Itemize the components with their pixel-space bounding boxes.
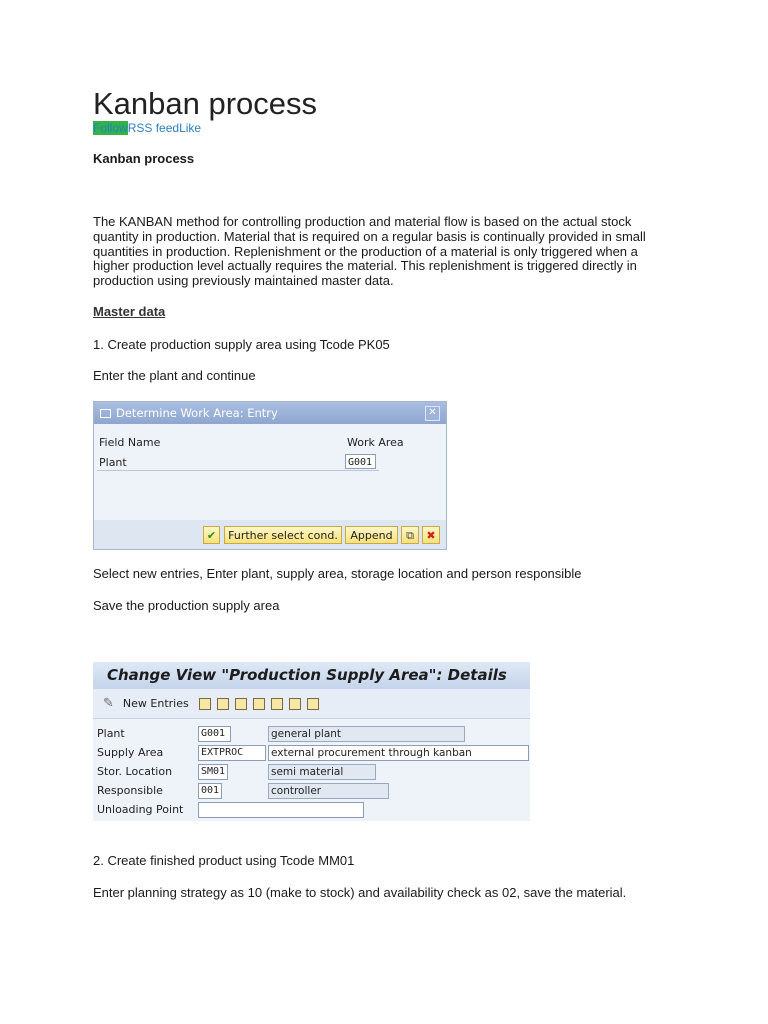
dialog-title: Determine Work Area: Entry — [116, 406, 278, 420]
plant-row-label: Plant — [97, 727, 125, 740]
intro-line: production using previously maintained master data. — [93, 273, 394, 289]
select-all-icon[interactable] — [253, 698, 265, 710]
cancel-icon[interactable]: ✖ — [422, 526, 440, 544]
select-block-icon[interactable] — [271, 698, 283, 710]
delete-icon[interactable] — [217, 698, 229, 710]
responsible-code-field[interactable]: 001 — [198, 783, 222, 799]
screen-title: Change View "Production Supply Area": Details — [93, 662, 530, 689]
enter-plant-text: Enter the plant and continue — [93, 368, 256, 383]
further-select-cond-button[interactable]: Further select cond. — [224, 526, 342, 544]
production-supply-area-screen — [93, 662, 530, 821]
step-1: 1. Create production supply area using Tcode PK05 — [93, 337, 390, 352]
window-icon — [100, 409, 111, 418]
close-icon[interactable]: ✕ — [425, 406, 440, 421]
select-new-entries-text: Select new entries, Enter plant, supply area, storage location and person responsible — [93, 566, 582, 581]
save-psa-text: Save the production supply area — [93, 598, 280, 613]
intro-line: quantity in production. Material that is required on a regular basis is continually provided in small — [93, 228, 646, 244]
divider — [97, 470, 379, 471]
copy-icon[interactable] — [199, 698, 211, 710]
plant-input[interactable]: G001 — [345, 454, 376, 469]
master-data-heading: Master data — [93, 304, 166, 319]
responsible-description: controller — [268, 783, 389, 799]
stor-location-row-label: Stor. Location — [97, 765, 173, 778]
undo-icon[interactable] — [235, 698, 247, 710]
rss-feed-link[interactable]: RSS feed — [127, 121, 180, 135]
details-icon[interactable] — [307, 698, 319, 710]
plant-label: Plant — [99, 456, 127, 469]
step-2: 2. Create finished product using Tcode MM01 — [93, 853, 355, 868]
intro-line: higher production level actually requires the material. This replenishment is triggered directly in — [93, 258, 637, 274]
plant-description: general plant — [268, 726, 465, 742]
copy-icon[interactable]: ⧉ — [401, 526, 419, 544]
follow-link[interactable]: Follow — [93, 121, 128, 135]
confirm-button[interactable]: ✔ — [203, 526, 220, 544]
unloading-point-field[interactable] — [198, 802, 364, 818]
plant-code-field[interactable]: G001 — [198, 726, 231, 742]
enter-strategy-text: Enter planning strategy as 10 (make to stock) and availability check as 02, save the material. — [93, 885, 627, 900]
wand-icon[interactable]: ✎ — [103, 696, 114, 711]
unloading-point-row-label: Unloading Point — [97, 803, 184, 816]
intro-paragraph — [93, 215, 646, 289]
toolbar — [93, 689, 530, 719]
dialog-titlebar — [94, 402, 446, 424]
like-link[interactable]: Like — [179, 121, 202, 135]
social-links — [93, 121, 201, 135]
supply-area-row-label: Supply Area — [97, 746, 164, 759]
stor-location-code-field[interactable]: SM01 — [198, 764, 228, 780]
work-area-header: Work Area — [347, 436, 404, 449]
intro-line: The KANBAN method for controlling production and material flow is based on the actual stock — [93, 214, 632, 229]
append-button[interactable]: Append — [345, 526, 398, 544]
stor-location-description: semi material — [268, 764, 376, 780]
new-entries-button[interactable]: New Entries — [122, 697, 189, 710]
intro-line: quantities in production. Replenishment or the production of a material is only triggered when a — [93, 243, 638, 259]
supply-area-code-field[interactable]: EXTPROC — [198, 745, 266, 761]
page-title: Kanban process — [93, 86, 318, 121]
subtitle: Kanban process — [93, 151, 195, 166]
field-name-header: Field Name — [99, 436, 161, 449]
responsible-row-label: Responsible — [97, 784, 163, 797]
supply-area-description[interactable]: external procurement through kanban — [268, 745, 529, 761]
determine-work-area-dialog — [93, 401, 447, 550]
deselect-icon[interactable] — [289, 698, 301, 710]
